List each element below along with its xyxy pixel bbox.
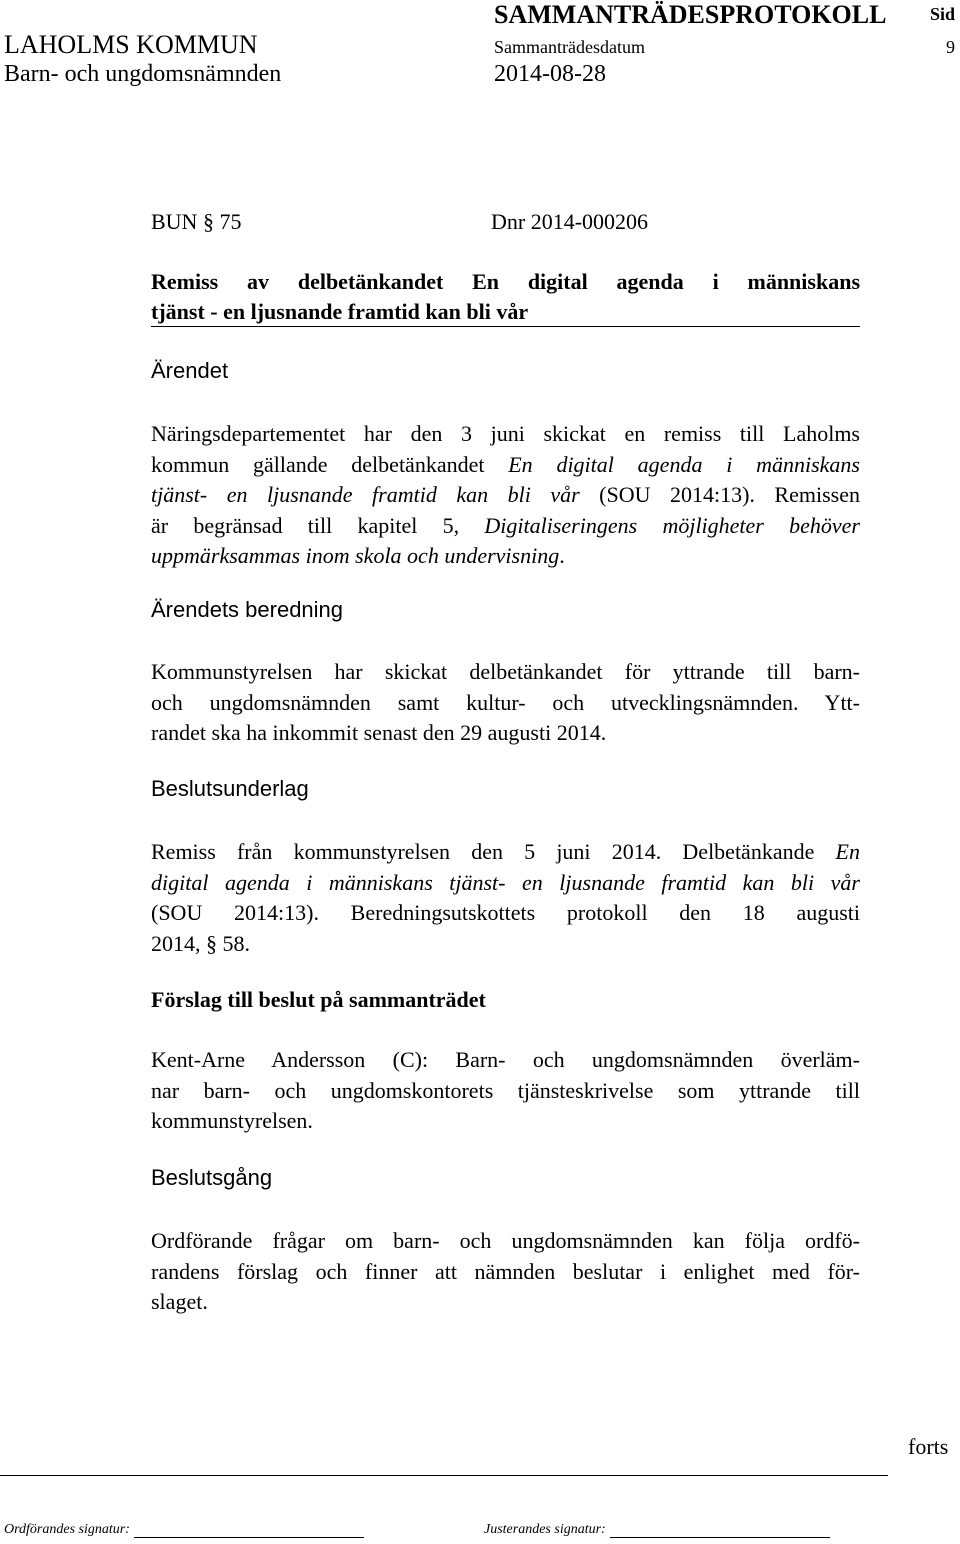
- heading-beslutsunderlag: Beslutsunderlag: [151, 776, 309, 801]
- text-run: är begränsad till kapitel 5,: [151, 512, 485, 538]
- text-line: [151, 718, 860, 749]
- text-line: [151, 688, 860, 719]
- text-run: (SOU 2014:13). Remissen: [579, 482, 860, 507]
- text-line: [151, 1076, 860, 1107]
- text-line: [151, 657, 860, 688]
- diary-number: Dnr 2014-000206: [491, 209, 649, 234]
- chair-signature-line: [134, 1525, 364, 1538]
- text-run: 2014, § 58.: [151, 930, 250, 956]
- footer-divider: [0, 1475, 888, 1476]
- italic-text: uppmärksammas inom skola och undervisning: [151, 543, 560, 568]
- heading-beslutsgang: Beslutsgång: [151, 1165, 273, 1190]
- text-run: .: [559, 543, 565, 568]
- heading-forslag-till-beslut: Förslag till beslut på sammanträdet: [151, 987, 486, 1012]
- text-line: [151, 868, 860, 899]
- page-label: Sid: [930, 4, 956, 24]
- text-line: [151, 419, 860, 450]
- text-run: kommunstyrelsen.: [151, 1108, 313, 1133]
- italic-text: digital agenda i människans tjänst- en ljusnande framtid kan bli vår: [151, 869, 860, 895]
- italic-text: Digitaliseringens möjligheter behöver: [484, 512, 860, 538]
- text-line: [151, 1045, 860, 1076]
- text-run: och ungdomsnämnden samt kultur- och utvecklingsnämnden. Ytt-: [151, 689, 860, 715]
- text-run: (SOU 2014:13). Beredningsutskottets protokoll den 18 augusti: [151, 900, 860, 925]
- board-name: Barn- och ungdomsnämnden: [4, 61, 282, 87]
- text-run: Näringsdepartementet har den 3 juni skickat en remiss till Laholms: [151, 421, 860, 446]
- paragraph-beredning: [151, 657, 860, 749]
- chair-signature: [4, 1522, 364, 1538]
- text-run: nar barn- och ungdomskontorets tjänsteskrivelse som yttrande till: [151, 1077, 860, 1103]
- text-line: [151, 837, 860, 868]
- heading-arendet: Ärendet: [151, 358, 229, 383]
- text-run: randet ska ha inkommit senast den 29 augusti 2014.: [151, 720, 607, 745]
- adjuster-signature-label: Justerandes signatur:: [484, 1522, 606, 1537]
- italic-text: tjänst- en ljusnande framtid kan bli vår: [151, 482, 580, 507]
- adjuster-signature: [484, 1522, 830, 1538]
- paragraph-arendet: [151, 419, 860, 572]
- text-line: [151, 1226, 860, 1257]
- meeting-date: 2014-08-28: [494, 61, 606, 87]
- paragraph-forslag: [151, 1045, 860, 1137]
- text-run: Kommunstyrelsen har skickat delbetänkandet för yttrande till barn-: [151, 659, 860, 684]
- text-run: Ordförande frågar om barn- och ungdomsnämnden kan följa ordfö-: [151, 1228, 860, 1253]
- text-line: [151, 511, 860, 542]
- adjuster-signature-line: [610, 1525, 830, 1538]
- text-line: [151, 480, 860, 511]
- document-title: SAMMANTRÄDESPROTOKOLL: [494, 0, 887, 29]
- case-title-line: tjänst - en ljusnande framtid kan bli vår: [151, 299, 529, 324]
- chair-signature-label: Ordförandes signatur:: [4, 1522, 130, 1537]
- meeting-date-label: Sammanträdesdatum: [494, 37, 645, 57]
- text-line: [151, 1106, 860, 1137]
- italic-text: En digital agenda i människans: [508, 451, 860, 477]
- text-run: Kent-Arne Andersson (C): Barn- och ungdomsnämnden överläm-: [151, 1047, 860, 1072]
- continued-marker: forts: [908, 1434, 949, 1459]
- case-title: [151, 267, 860, 327]
- page-number: 9: [946, 37, 955, 57]
- case-title-line: Remiss av delbetänkandet En digital agenda i människans: [151, 269, 860, 294]
- text-line: [151, 1257, 860, 1288]
- text-line: [151, 450, 860, 481]
- paragraph-beslutsunderlag: [151, 837, 860, 959]
- text-run: slaget.: [151, 1289, 208, 1314]
- italic-text: En: [835, 839, 860, 864]
- text-run: randens förslag och finner att nämnden beslutar i enlighet med för-: [151, 1258, 860, 1284]
- heading-arendets-beredning: Ärendets beredning: [151, 597, 344, 622]
- text-line: [151, 929, 860, 960]
- text-line: [151, 898, 860, 929]
- title-underline: [151, 326, 860, 327]
- case-number: BUN § 75: [151, 209, 242, 234]
- text-line: [151, 541, 860, 572]
- text-run: Remiss från kommunstyrelsen den 5 juni 2014. Delbetänkande: [151, 839, 836, 864]
- text-run: kommun gällande delbetänkandet: [151, 451, 509, 477]
- organization-name: LAHOLMS KOMMUN: [4, 30, 258, 59]
- text-line: [151, 1287, 860, 1318]
- paragraph-beslutsgang: [151, 1226, 860, 1318]
